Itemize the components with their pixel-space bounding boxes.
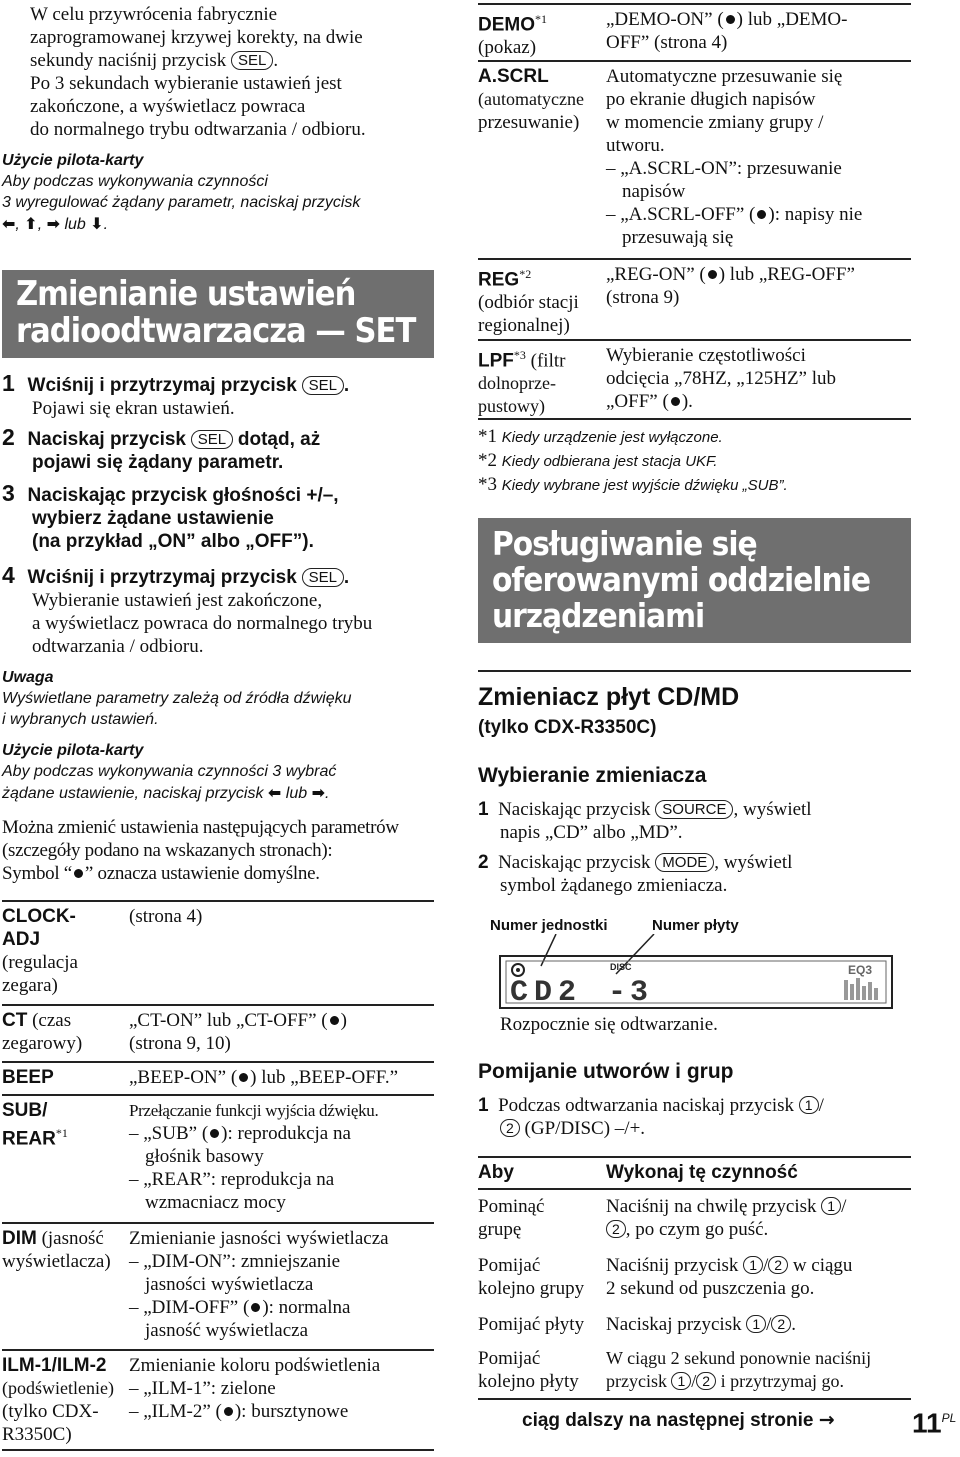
arrow-up-icon: ⬆ [24,214,38,233]
select-steps: 1 Naciskając przycisk SOURCE , wyświetl napis „CD” albo „MD”. 2 Naciskając przycisk MODE , wyświetl symbol żądanego zmieniacza. [478,799,812,896]
section-banner-set: Zmienianie ustawień radioodtwarzacza — SET [2,270,434,358]
mode-key: MODE [655,853,714,872]
section-banner-accessories: Posługiwanie się oferowanymi oddzielnie urządzeniami [478,518,911,643]
footnotes: *1 Kiedy urządzenie jest wyłączone. *2 Kiedy odbierana jest stacja UKF. *3 Kiedy wybrane jest wyjście dźwięku „SUB”. [478,426,788,495]
params-intro: Można zmienić ustawienia następujących parametrów (szczegóły podano na wskazanych stronach): Symbol “ ” oznacza ustawienie domyślne. [2,817,399,884]
section-subtitle: (tylko CDX-R3350C) [478,717,657,738]
display-caption: Rozpocznie się odtwarzanie. [500,1014,718,1035]
arrow-left-icon: ⬅ [267,783,282,802]
footer-continued: ciąg dalszy na następnej stronie → [522,1409,835,1431]
page-number: $11^{PL}$ [912,1407,957,1439]
disc-tag: DISC [610,962,632,972]
sel-key: SEL [231,51,273,70]
arrow-right-icon: ➡ [311,783,325,802]
lcd-disc-number: -3 [608,976,653,1010]
lcd-display-illustration [496,934,896,1014]
subsection-skip: Pomijanie utworów i grup [478,1060,734,1083]
section-title-changer: Zmieniacz płyt CD/MD [478,683,740,711]
label-unit-number: Numer jednostki [490,917,608,934]
arrow-right-icon: ➡ [46,214,60,233]
remote-note-2: Użycie pilota-karty Aby podczas wykonywania czynności 3 wybrać żądane ustawienie, naciskaj przycisk ⬅ lub ➡. [2,742,337,802]
arrow-right-icon: → [818,1409,835,1431]
remote-note-1: Użycie pilota-karty Aby podczas wykonywania czynności 3 wyregulować żądany parametr, naciskaj przycisk ⬅, ⬆, ➡ lub ⬇. [2,152,361,233]
skip-step: 1 Podczas odtwarzania naciskaj przycisk 1 / 2 (GP/DISC) –/+. [478,1095,824,1139]
source-key: SOURCE [655,800,733,819]
default-dot-icon [74,869,83,878]
lcd-text: CD2 [510,976,583,1010]
intro-paragraph: W celu przywrócenia fabrycznie zaprogramowanej krzywej korekty, na dwie sekundy naciśnij przycisk SEL . Po 3 sekundach wybieranie ustawień jest zakończone, a wyświetlacz powraca do normalnego trybu odtwarzania / odbioru. [30,4,366,140]
arrow-left-icon: ⬅ [2,214,16,233]
label-disc-number: Numer płyty [652,917,739,934]
arrow-down-icon: ⬇ [90,214,104,233]
step-4: 4 Wciśnij i przytrzymaj przycisk SEL . Wybieranie ustawień jest zakończone, a wyświetlacz powraca do normalnego trybu odtwarzania / odbioru. [2,562,373,657]
eq-tag: EQ3 [848,963,873,977]
steps-list [2,372,447,658]
step-1: 1 Wciśnij i przytrzymaj przycisk SEL . Pojawi się ekran ustawień. [2,370,350,419]
step-2: 2 Naciskaj przycisk SEL dotąd, aż pojawi się żądany parametr. [2,424,321,473]
spectrum-bars [844,978,878,1000]
note-block: Uwaga Wyświetlane parametry zależą od źródła dźwięku i wybranych ustawień. [2,669,352,728]
subsection-select-changer: Wybieranie zmieniacza [478,764,707,787]
step-3: 3 Naciskając przycisk głośności +/–, wybierz żądane ustawienie (na przykład „ON” albo „OFF”). [2,480,339,552]
